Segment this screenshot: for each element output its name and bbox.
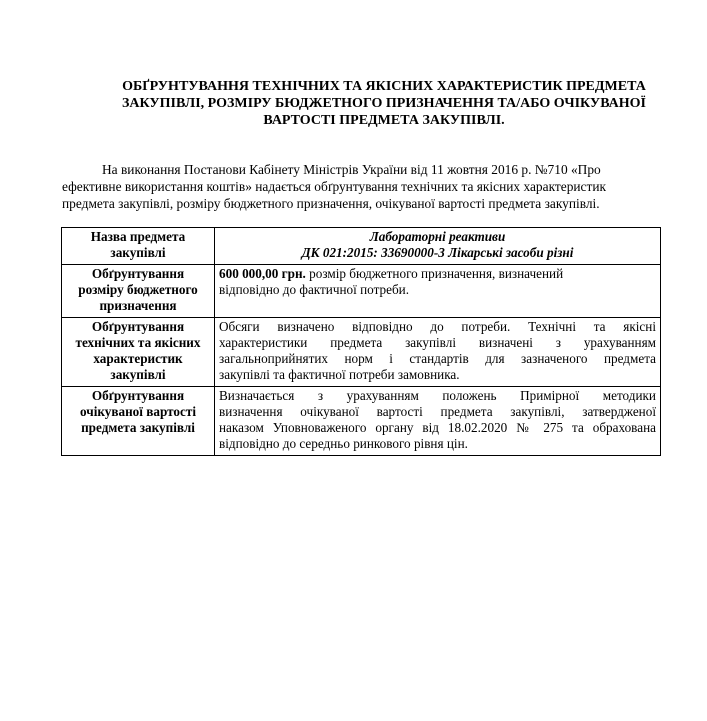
table-row-expected-cost	[62, 387, 661, 456]
cell-line: Обґрунтування	[91, 388, 185, 403]
cell-line: Обґрунтування	[91, 266, 185, 281]
intro-line: На виконання Постанови Кабінету Міністрів України від 11 жовтня 2016 р. №710 «Про	[102, 162, 601, 177]
cell-line: Обґрунтування	[91, 319, 185, 334]
cell-line: технічних та якісних	[75, 335, 201, 350]
cell-line: характеристики предмета закупівлі визначені з урахуванням	[219, 335, 656, 350]
intro-paragraph	[62, 161, 662, 212]
cell-line: розміру бюджетного	[78, 282, 198, 297]
budget-right-cell	[215, 265, 661, 318]
cell-line: Лабораторні реактиви	[369, 229, 506, 244]
table-row-technical	[62, 318, 661, 387]
technical-left-cell	[62, 318, 215, 387]
table-row-header	[62, 228, 661, 265]
justification-table	[61, 227, 661, 456]
budget-amount: 600 000,00 грн.	[219, 266, 306, 281]
header-right-cell	[215, 228, 661, 265]
table-row-budget	[62, 265, 661, 318]
technical-right-cell	[215, 318, 661, 387]
cell-line: Назва предмета	[90, 229, 186, 244]
document-title	[70, 78, 698, 129]
title-line: ВАРТОСТІ ПРЕДМЕТА ЗАКУПІВЛІ.	[263, 113, 505, 128]
cell-line: закупівлі та фактичної потреби замовника.	[219, 367, 460, 382]
cell-line: закупівлі	[110, 367, 166, 382]
cell-line: закупівлі	[110, 245, 166, 260]
cell-line: Обсяги визначено відповідно до потреби. Технічні та якісні	[219, 319, 656, 334]
expected-cost-left-cell	[62, 387, 215, 456]
cell-line: характеристик	[93, 351, 183, 366]
cell-line: загальноприйнятих норм і стандартів для зазначеного предмета	[219, 351, 656, 366]
cell-line: Визначається з урахуванням положень Примірної методики	[219, 388, 656, 403]
cell-line: наказом Уповноваженого органу від 18.02.2020 № 275 та обрахована	[219, 420, 656, 435]
expected-cost-right-cell	[215, 387, 661, 456]
cell-line	[219, 266, 656, 282]
intro-line: ефективне використання коштів» надається обґрунтування технічних та якісних характеристик	[62, 179, 607, 194]
cell-line: відповідно до фактичної потреби.	[219, 282, 410, 297]
budget-left-cell	[62, 265, 215, 318]
cell-line: предмета закупівлі	[81, 420, 195, 435]
title-line: ОБҐРУНТУВАННЯ ТЕХНІЧНИХ ТА ЯКІСНИХ ХАРАКТЕРИСТИК ПРЕДМЕТА	[122, 79, 646, 94]
title-line: ЗАКУПІВЛІ, РОЗМІРУ БЮДЖЕТНОГО ПРИЗНАЧЕННЯ ТА/АБО ОЧІКУВАНОЇ	[121, 96, 646, 111]
cell-line: визначення очікуваної вартості предмета закупівлі, затвердженої	[219, 404, 656, 419]
cell-line: призначення	[99, 298, 177, 313]
cell-line: очікуваної вартості	[80, 404, 196, 419]
cell-line: відповідно до середньо ринкового рівня цін.	[219, 436, 468, 451]
intro-line: предмета закупівлі, розміру бюджетного призначення, очікуваної вартості предмета закупівлі.	[62, 196, 600, 211]
cell-line: ДК 021:2015: 33690000-3 Лікарські засоби різні	[301, 245, 574, 260]
header-left-cell	[62, 228, 215, 265]
budget-text: розмір бюджетного призначення, визначений	[309, 266, 564, 281]
